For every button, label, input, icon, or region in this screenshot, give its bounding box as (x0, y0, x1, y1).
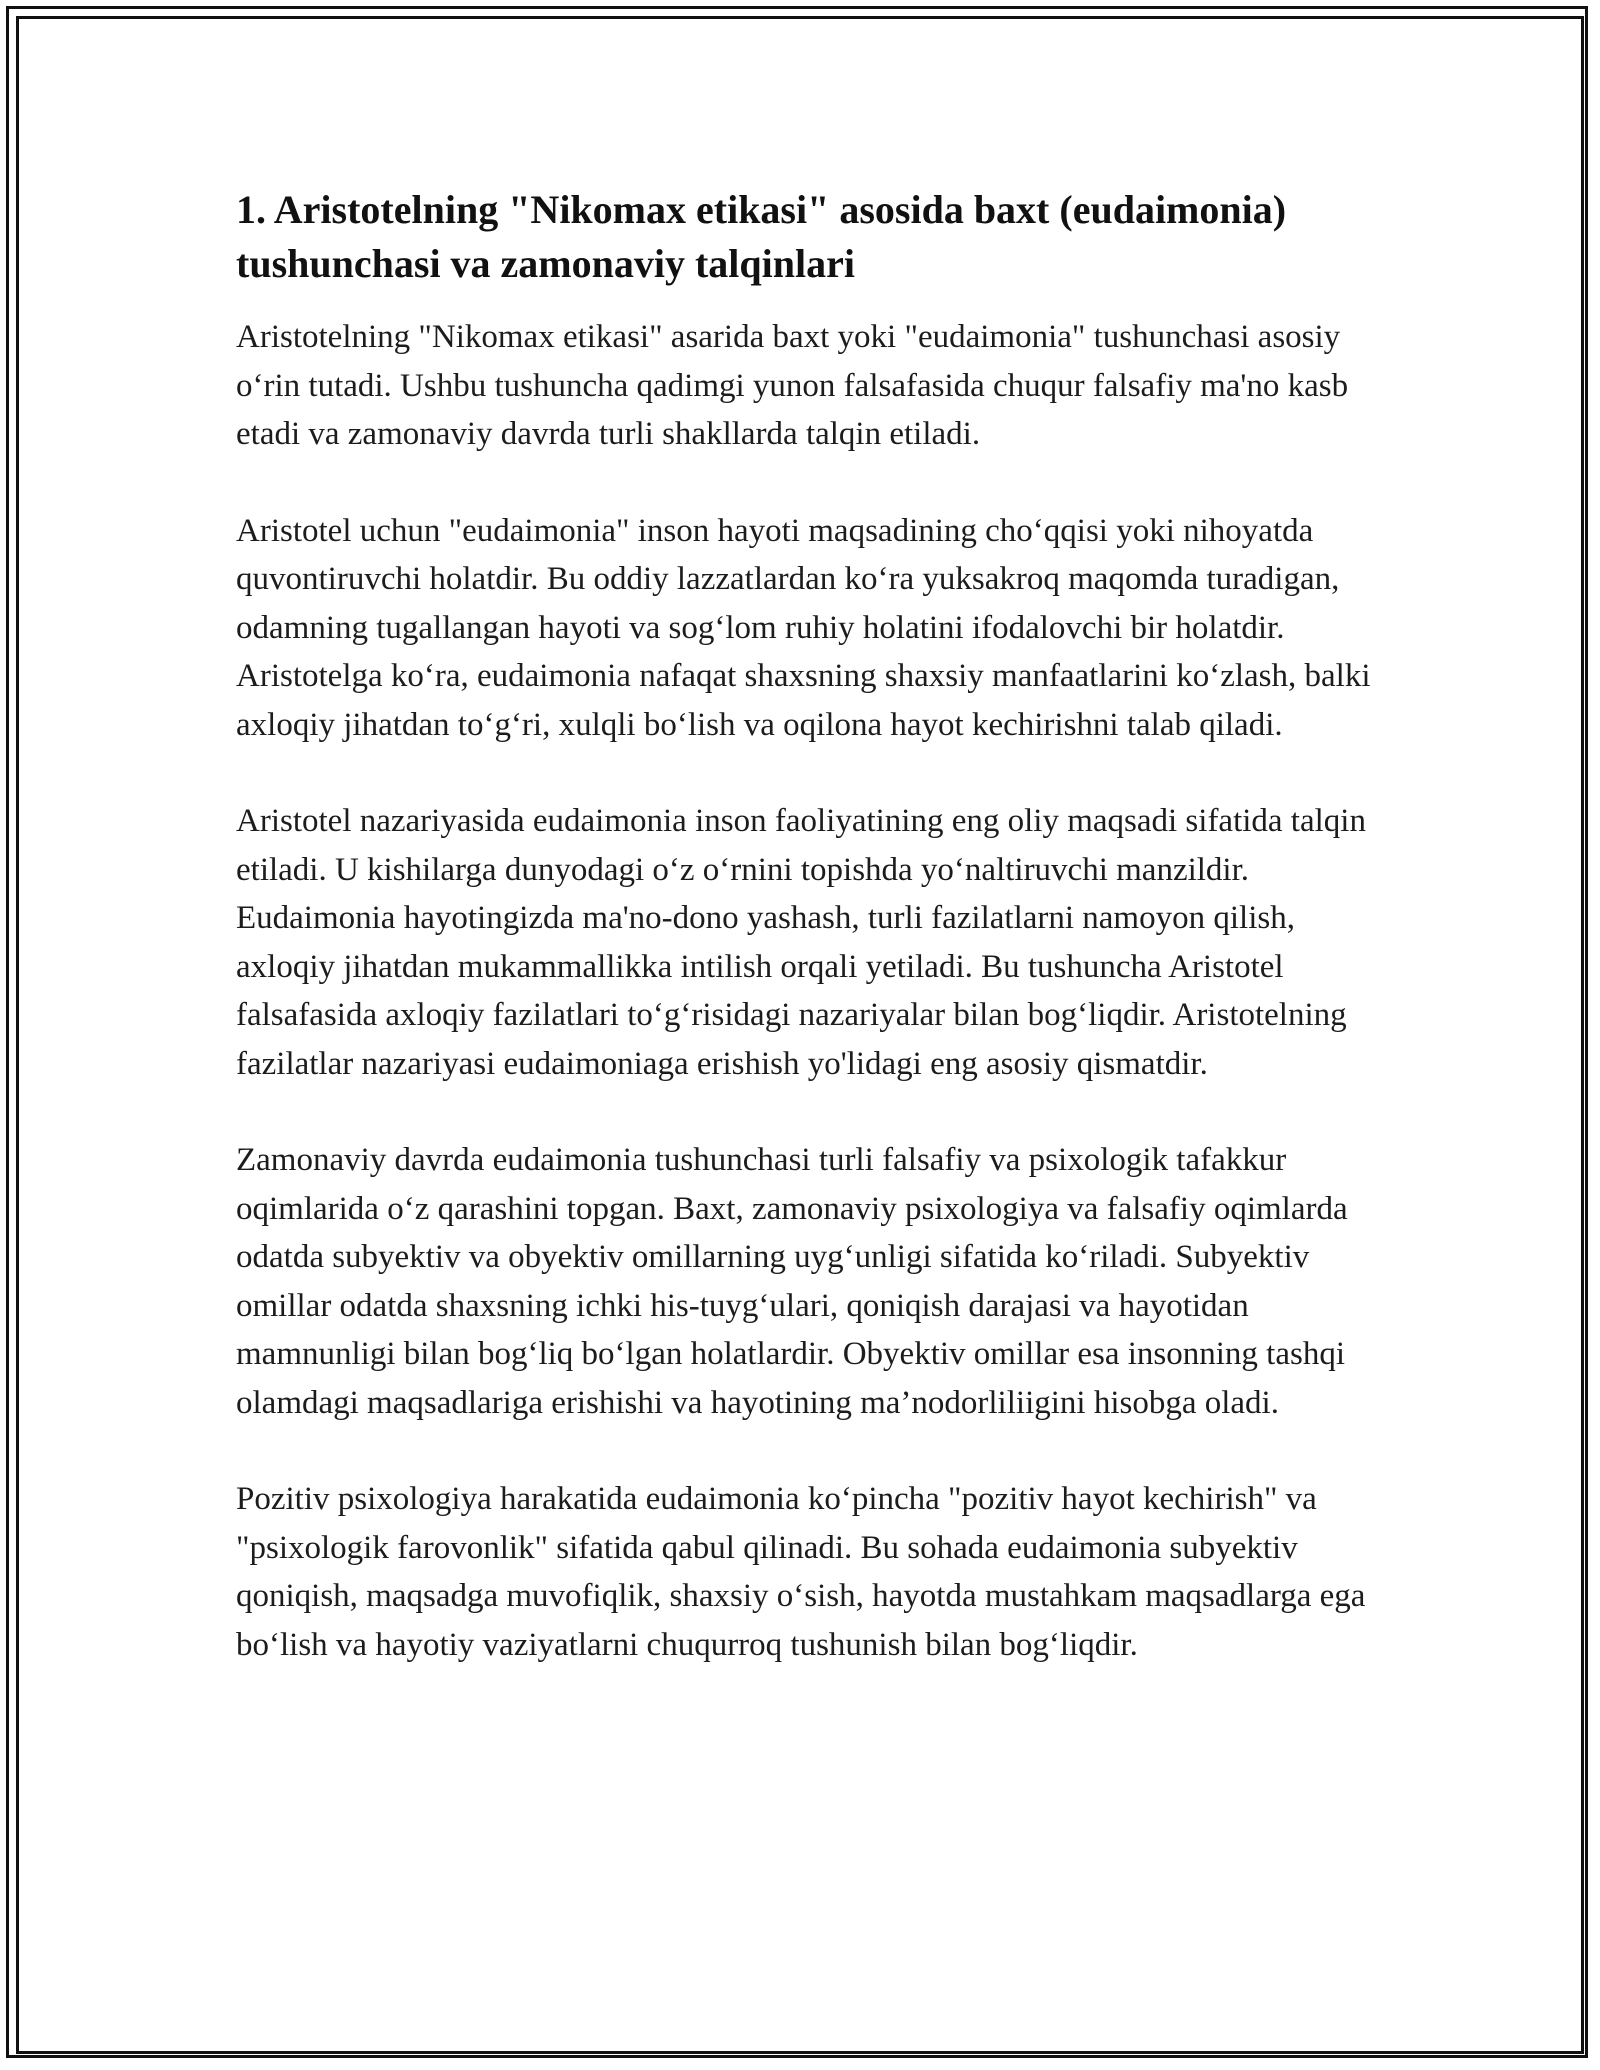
paragraph-intro: Aristotelning "Nikomax etikasi" asarida baxt yoki "eudaimonia" tushunchasi asosiy o‘rin tutadi. Ushbu tushuncha qadimgi yunon falsafasida chuqur falsafiy ma'no kasb etadi va zamonaviy davrda turli shakllarda talqin etiladi. (236, 319, 1349, 452)
paragraph-aristotle-definition: Aristotel uchun "eudaimonia" inson hayoti maqsadining cho‘qqisi yoki nihoyatda quvontiruvchi holatdir. Bu oddiy lazzatlardan ko‘ra yuksakroq maqomda turadigan, odamning tugallangan hayoti va sog‘lom ruhiy holatini ifodalovchi bir holatdir. Aristotelga ko‘ra, eudaimonia nafaqat shaxsning shaxsiy manfaatlarini ko‘zlash, balki axloqiy jihatdan to‘g‘ri, xulqli bo‘lish va oqilona hayot kechirishni talab qiladi. (236, 512, 1371, 743)
paragraph-modern-interpretation: Zamonaviy davrda eudaimonia tushunchasi turli falsafiy va psixologik tafakkur oqimlarida o‘z qarashini topgan. Baxt, zamonaviy psixologiya va falsafiy oqimlarda odatda subyektiv va obyektiv omillarning uyg‘unligi sifatida ko‘riladi. Subyektiv omillar odatda shaxsning ichki his-tuyg‘ulari, qoniqish darajasi va hayotidan mamnunligi bilan bog‘liq bo‘lgan holatlardir. Obyektiv omillar esa insonning tashqi olamdagi maqsadlariga erishishi va hayotining ma’nodorliliigini hisobga oladi. (236, 1142, 1348, 1421)
paragraph-positive-psychology: Pozitiv psixologiya harakatida eudaimonia ko‘pincha "pozitiv hayot kechirish" va "psixologik farovonlik" sifatida qabul qilinadi. Bu sohada eudaimonia subyektiv qoniqish, maqsadga muvofiqlik, shaxsiy o‘sish, hayotda mustahkam maqsadlarga ega bo‘lish va hayotiy vaziyatlarni chuqurroq tushunish bilan bog‘liqdir. (236, 1481, 1366, 1663)
section-heading: 1. Aristotelning "Nikomax etikasi" asosida baxt (eudaimonia) tushunchasi va zamonaviy talqinlari (236, 187, 1287, 286)
document-body (236, 183, 1376, 1669)
paragraph-aristotle-theory: Aristotel nazariyasida eudaimonia inson faoliyatining eng oliy maqsadi sifatida talqin etiladi. U kishilarga dunyodagi o‘z o‘rnini topishda yo‘naltiruvchi manzildir. Eudaimonia hayotingizda ma'no-dono yashash, turli fazilatlarni namoyon qilish, axloqiy jihatdan mukammallikka intilish orqali yetiladi. Bu tushuncha Aristotel falsafasida axloqiy fazilatlari to‘g‘risidagi nazariyalar bilan bog‘liqdir. Aristotelning fazilatlar nazariyasi eudaimoniaga erishish yo'lidagi eng asosiy qismatdir. (236, 803, 1366, 1082)
